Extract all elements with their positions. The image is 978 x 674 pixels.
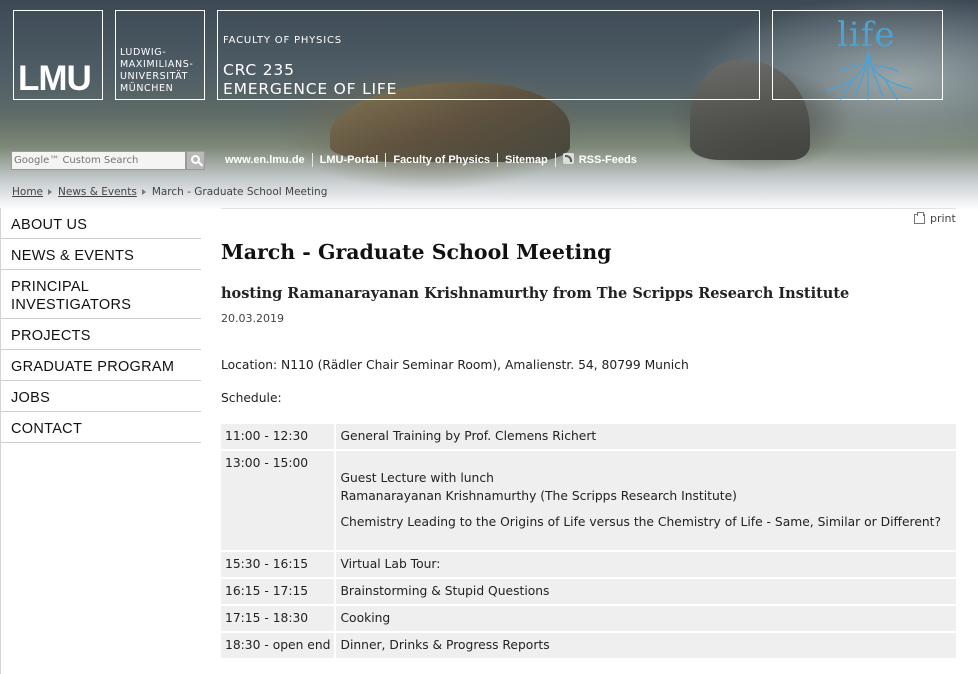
lmu-logo[interactable] [13,10,103,100]
schedule-description [336,451,956,550]
schedule-text: Chemistry Leading to the Origins of Life versus the Chemistry of Life - Same, Similar or Different? [340,515,942,529]
breadcrumb [12,186,327,198]
schedule-description [336,579,956,604]
table-row [221,606,956,631]
event-date: 20.03.2019 [221,312,284,325]
header-banner [0,0,978,210]
schedule-time: 18:30 - open end [221,633,336,658]
schedule-time: 13:00 - 15:00 [221,451,336,550]
nav-link-lmu-portal[interactable]: LMU-Portal [319,154,379,166]
schedule-text: Virtual Lab Tour: [340,557,441,571]
schedule-description [336,552,956,577]
university-name-logo[interactable] [115,10,205,100]
schedule-table [221,422,956,660]
sidebar-item-jobs[interactable]: JOBS [1,381,201,412]
table-row [221,424,956,449]
nav-link-sitemap[interactable]: Sitemap [504,154,548,166]
search-input[interactable] [11,151,186,170]
university-name: LUDWIG- MAXIMILIANS- UNIVERSITÄT MÜNCHEN [120,47,194,94]
schedule-time: 16:15 - 17:15 [221,579,336,604]
schedule-text: Cooking [340,611,391,625]
sidebar-item-contact[interactable]: CONTACT [1,412,201,443]
schedule-description [336,633,956,658]
table-row [221,552,956,577]
table-row [221,633,956,658]
schedule-time: 11:00 - 12:30 [221,424,336,449]
schedule-description [336,424,956,449]
breadcrumb-home[interactable]: Home [12,186,44,198]
nav-link-lmu-website[interactable]: www.en.lmu.de [225,154,305,166]
schedule-description [336,606,956,631]
schedule-time: 17:15 - 18:30 [221,606,336,631]
schedule-label: Schedule: [221,391,282,405]
schedule-text: Brainstorming & Stupid Questions [340,584,550,598]
schedule-text: Ramanarayanan Krishnamurthy (The Scripps Research Institute) [340,489,737,503]
breadcrumb-news-events[interactable]: News & Events [58,186,137,198]
nav-link-faculty-of-physics[interactable]: Faculty of Physics [393,154,490,166]
crc-number: CRC 235 [223,61,295,79]
nav-link-rss-feeds[interactable] [556,152,644,168]
rss-label: RSS-Feeds [578,154,637,166]
table-row [221,451,956,550]
schedule-text: Guest Lecture with lunch [340,471,494,485]
printer-icon [914,214,925,224]
table-row [221,579,956,604]
sidebar [0,208,201,674]
crc-title-box[interactable] [217,10,760,100]
schedule-text: Dinner, Drinks & Progress Reports [340,638,550,652]
life-logo-text: life [837,15,896,55]
schedule-time: 15:30 - 16:15 [221,552,336,577]
schedule-text: General Training by Prof. Clemens Richert [340,429,597,443]
breadcrumb-arrow-icon [48,189,52,195]
breadcrumb-arrow-icon [142,189,146,195]
print-label: print [930,212,956,225]
life-logo[interactable] [772,10,943,100]
crc-name: EMERGENCE OF LIFE [223,80,398,98]
rss-icon [563,153,574,164]
sidebar-item-graduate-program[interactable]: GRADUATE PROGRAM [1,350,201,381]
faculty-label: FACULTY OF PHYSICS [223,35,342,46]
page-title: March - Graduate School Meeting [221,240,612,264]
breadcrumb-current: March - Graduate School Meeting [151,186,328,198]
content-divider [221,208,956,209]
page-subtitle: hosting Ramanarayanan Krishnamurthy from The Scripps Research Institute [221,285,850,302]
print-button[interactable] [914,212,956,225]
sidebar-item-about-us[interactable]: ABOUT US [1,208,201,239]
event-location: Location: N110 (Rädler Chair Seminar Room), Amalienstr. 54, 80799 Munich [221,358,689,372]
lmu-logo-text: LMU [18,59,91,98]
sidebar-item-principal-investigators[interactable]: PRINCIPAL INVESTIGATORS [1,270,201,319]
top-navigation [218,152,644,168]
sidebar-item-news-events[interactable]: NEWS & EVENTS [1,239,201,270]
roots-icon [823,51,913,101]
search-button[interactable] [186,151,205,170]
sidebar-item-projects[interactable]: PROJECTS [1,319,201,350]
